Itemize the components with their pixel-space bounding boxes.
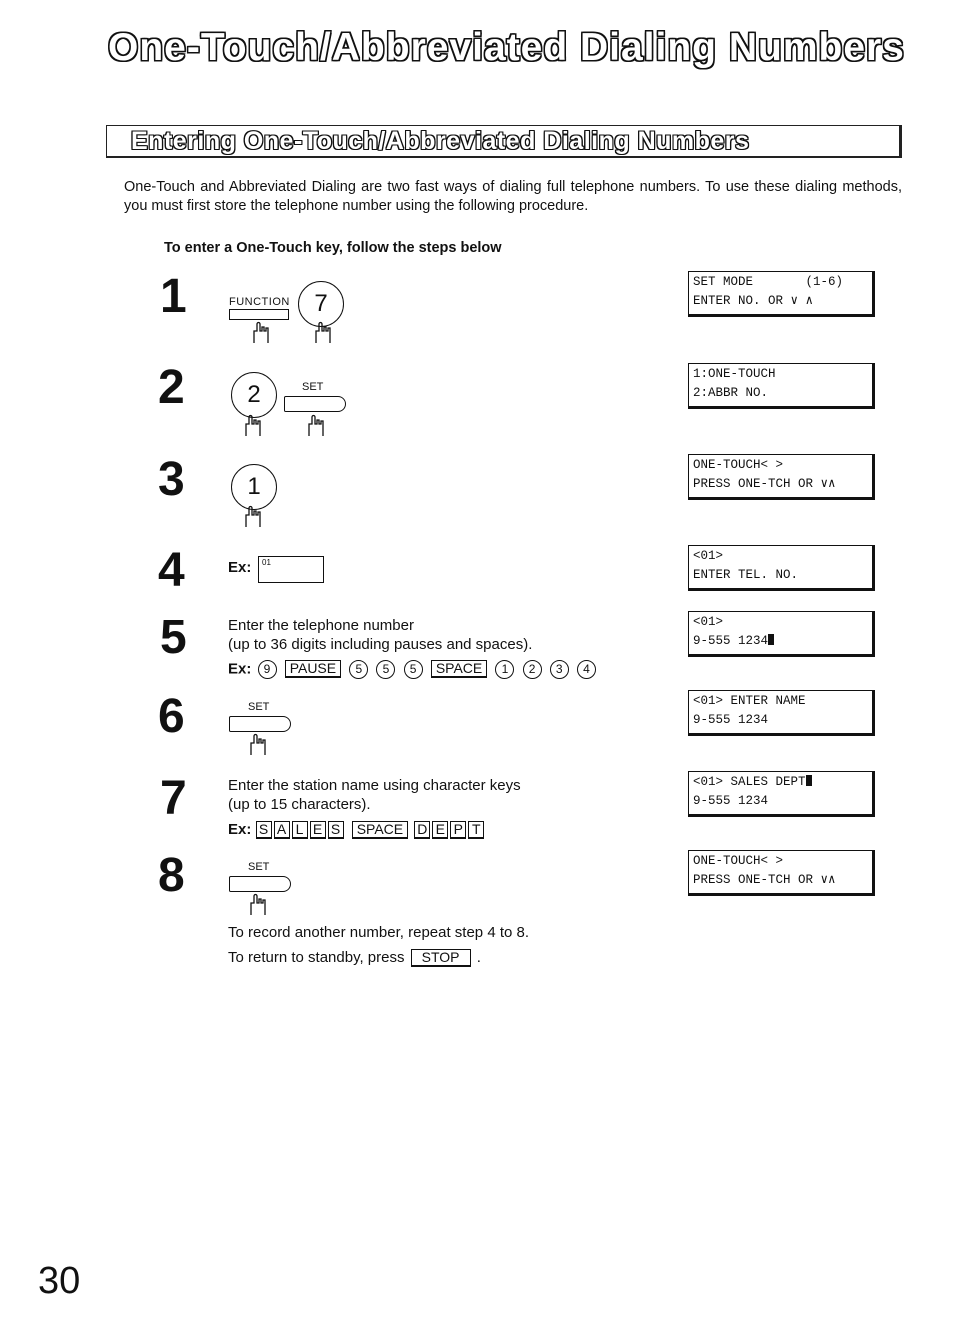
lcd-display-step-3 bbox=[688, 454, 875, 500]
press-hand-icon bbox=[240, 505, 264, 529]
digit-key-3[interactable]: 3 bbox=[550, 660, 569, 679]
step-7-line-2: (up to 15 characters). bbox=[228, 796, 371, 813]
lcd-display-step-5 bbox=[688, 611, 875, 657]
example-label: Ex: bbox=[228, 660, 252, 678]
lcd-line-2: ENTER TEL. NO. bbox=[693, 568, 799, 582]
lcd-line-2-text: 9-555 1234 bbox=[693, 634, 769, 648]
lcd-line-2: PRESS ONE-TCH OR ∨∧ bbox=[693, 477, 836, 491]
lcd-display-step-8 bbox=[688, 850, 875, 896]
letter-key-s[interactable]: S bbox=[256, 821, 272, 839]
lcd-line-1: <01> bbox=[693, 549, 724, 563]
press-hand-icon bbox=[245, 893, 269, 917]
space-key[interactable]: SPACE bbox=[431, 660, 487, 678]
lcd-line-1: <01> bbox=[693, 615, 724, 629]
press-hand-icon bbox=[245, 733, 269, 757]
lcd-line-1-text: <01> SALES DEPT bbox=[693, 775, 806, 789]
step-7-text bbox=[228, 776, 521, 814]
press-hand-icon bbox=[303, 414, 327, 438]
letter-key-a[interactable]: A bbox=[274, 821, 290, 839]
space-key[interactable]: SPACE bbox=[352, 821, 408, 839]
step-7-line-1: Enter the station name using character keys bbox=[228, 777, 521, 794]
letter-key-e[interactable]: E bbox=[310, 821, 326, 839]
section-title: Entering One-Touch/Abbreviated Dialing Numbers bbox=[131, 127, 750, 155]
lcd-display-step-2 bbox=[688, 363, 875, 409]
step-7-example bbox=[228, 821, 486, 839]
lcd-line-1: ONE-TOUCH< > bbox=[693, 458, 784, 472]
set-key[interactable] bbox=[229, 716, 291, 732]
lcd-line-1: 1:ONE-TOUCH bbox=[693, 367, 776, 381]
example-label: Ex: bbox=[228, 821, 252, 838]
pause-key[interactable]: PAUSE bbox=[285, 660, 341, 678]
step-number-5: 5 bbox=[160, 611, 187, 664]
lcd-line-1: <01> ENTER NAME bbox=[693, 694, 806, 708]
letter-key-s[interactable]: S bbox=[328, 821, 344, 839]
intro-paragraph: One-Touch and Abbreviated Dialing are two fast ways of dialing full telephone numbers. To use these dialing methods, you must first store the telephone number using the following procedure. bbox=[124, 179, 902, 214]
standby-note bbox=[228, 949, 481, 967]
step-number-8: 8 bbox=[158, 849, 185, 902]
lcd-line-2 bbox=[693, 632, 872, 651]
lcd-display-step-7 bbox=[688, 771, 875, 817]
lcd-line-1: SET MODE (1-6) bbox=[693, 275, 844, 289]
digit-key-5[interactable]: 5 bbox=[349, 660, 368, 679]
standby-note-period: . bbox=[476, 949, 481, 966]
cursor-block bbox=[806, 775, 812, 786]
step-5-example bbox=[228, 660, 598, 679]
repeat-note: To record another number, repeat step 4 to 8. bbox=[228, 924, 530, 941]
step-number-2: 2 bbox=[158, 361, 185, 414]
step-5-line-2: (up to 36 digits including pauses and spaces). bbox=[228, 636, 533, 653]
letter-key-t[interactable]: T bbox=[468, 821, 484, 839]
step-number-1: 1 bbox=[160, 270, 187, 323]
digit-key-4[interactable]: 4 bbox=[577, 660, 596, 679]
lcd-line-2: 2:ABBR NO. bbox=[693, 386, 769, 400]
press-hand-icon bbox=[310, 321, 334, 345]
digit-key-9[interactable]: 9 bbox=[258, 660, 277, 679]
lcd-display-step-4 bbox=[688, 545, 875, 591]
set-key-label: SET bbox=[248, 861, 270, 873]
step-number-4: 4 bbox=[158, 544, 185, 597]
step-5-line-1: Enter the telephone number bbox=[228, 617, 414, 634]
lcd-line-1 bbox=[693, 773, 872, 792]
key-7-button[interactable]: 7 bbox=[298, 281, 344, 327]
letter-key-d[interactable]: D bbox=[414, 821, 430, 839]
step-number-7: 7 bbox=[160, 772, 187, 825]
lcd-line-2: 9-555 1234 bbox=[693, 713, 769, 727]
function-key[interactable] bbox=[229, 309, 289, 320]
step-5-text bbox=[228, 616, 532, 654]
lcd-line-2: PRESS ONE-TCH OR ∨∧ bbox=[693, 873, 836, 887]
letter-key-p[interactable]: P bbox=[450, 821, 466, 839]
one-touch-key-number: 01 bbox=[262, 558, 271, 567]
press-hand-icon bbox=[240, 414, 264, 438]
page-title: One-Touch/Abbreviated Dialing Numbers bbox=[108, 26, 905, 69]
digit-key-2[interactable]: 2 bbox=[523, 660, 542, 679]
lcd-display-step-6 bbox=[688, 690, 875, 736]
set-key-label: SET bbox=[248, 701, 270, 713]
key-1-button[interactable]: 1 bbox=[231, 464, 277, 510]
function-key-label: FUNCTION bbox=[229, 296, 290, 308]
section-header bbox=[106, 125, 902, 158]
lcd-line-2: 9-555 1234 bbox=[693, 794, 769, 808]
letter-key-l[interactable]: L bbox=[292, 821, 308, 839]
digit-key-5[interactable]: 5 bbox=[404, 660, 423, 679]
lcd-line-2: ENTER NO. OR ∨ ∧ bbox=[693, 294, 814, 308]
key-2-button[interactable]: 2 bbox=[231, 372, 277, 418]
procedure-subheading: To enter a One-Touch key, follow the steps below bbox=[164, 240, 502, 256]
set-key[interactable] bbox=[284, 396, 346, 412]
step-number-3: 3 bbox=[158, 453, 185, 506]
set-key-label: SET bbox=[302, 381, 324, 393]
page-number: 30 bbox=[38, 1260, 81, 1302]
stop-key[interactable]: STOP bbox=[411, 949, 471, 967]
letter-key-e[interactable]: E bbox=[432, 821, 448, 839]
example-label: Ex: bbox=[228, 559, 252, 576]
standby-note-text: To return to standby, press bbox=[228, 949, 405, 966]
lcd-display-step-1 bbox=[688, 271, 875, 317]
lcd-line-1: ONE-TOUCH< > bbox=[693, 854, 784, 868]
digit-key-5[interactable]: 5 bbox=[376, 660, 395, 679]
one-touch-key-01[interactable] bbox=[258, 556, 324, 583]
press-hand-icon bbox=[248, 321, 272, 345]
step-number-6: 6 bbox=[158, 690, 185, 743]
cursor-block bbox=[768, 634, 774, 645]
digit-key-1[interactable]: 1 bbox=[495, 660, 514, 679]
set-key[interactable] bbox=[229, 876, 291, 892]
